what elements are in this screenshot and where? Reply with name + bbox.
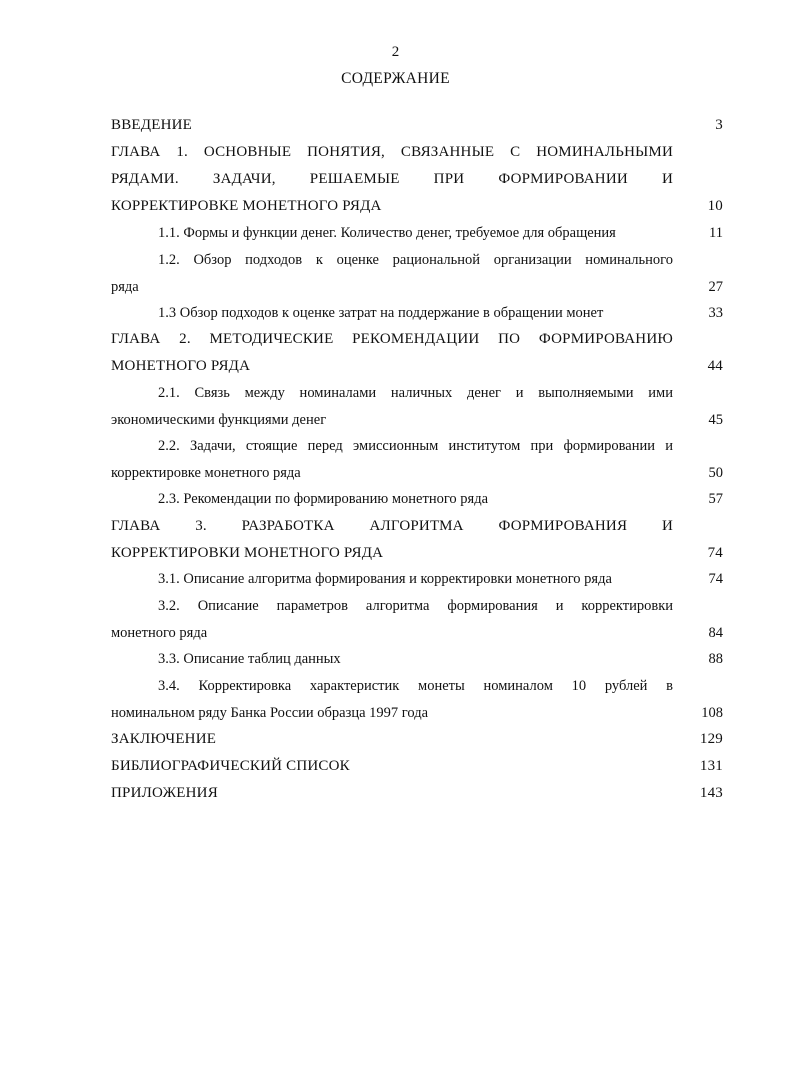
toc-entry-section-3-2: [111, 593, 723, 647]
toc-entry-text: 3.1. Описание алгоритма формирования и корректировки монетного ряда: [158, 571, 612, 587]
toc-entry-text: ВВЕДЕНИЕ: [111, 117, 192, 133]
toc-title: СОДЕРЖАНИЕ: [341, 70, 450, 87]
toc-entry-text: КОРРЕКТИРОВКИ МОНЕТНОГО РЯДА: [111, 545, 384, 561]
toc-page-number: 84: [708, 625, 723, 641]
toc-entry-text: 1.2. Обзор подходов к оценке рациональной организации номинального: [158, 252, 673, 268]
toc-entry-section-2-3: [111, 486, 723, 513]
toc-entry-chapter-2: [111, 326, 723, 380]
toc-entry-section-1-3: [111, 300, 723, 327]
toc-entry-text: 2.2. Задачи, стоящие перед эмиссионным институтом при формировании и: [158, 438, 673, 454]
toc-entry-section-2-2: [111, 433, 723, 487]
toc-page-number: 50: [708, 465, 723, 481]
toc-entry-conclusion: [111, 726, 723, 753]
toc-entry-section-3-1: [111, 566, 723, 593]
toc-page-number: 44: [707, 358, 723, 374]
toc-entry-text: 2.1. Связь между номиналами наличных денег и выполняемыми ими: [158, 385, 673, 401]
toc-entry-section-1-1: [111, 220, 723, 247]
toc-entry-text: РЯДАМИ. ЗАДАЧИ, РЕШАЕМЫЕ ПРИ ФОРМИРОВАНИИ И: [111, 171, 673, 187]
toc-page-number: 131: [699, 758, 723, 774]
toc-entry-section-1-2: [111, 247, 723, 301]
toc-entry-text: ГЛАВА 1. ОСНОВНЫЕ ПОНЯТИЯ, СВЯЗАННЫЕ С НОМИНАЛЬНЫМИ: [111, 144, 673, 160]
toc-entry-chapter-1: [111, 139, 723, 220]
toc-entry-text: ГЛАВА 2. МЕТОДИЧЕСКИЕ РЕКОМЕНДАЦИИ ПО ФОРМИРОВАНИЮ: [111, 331, 673, 347]
toc-page-number: 27: [708, 279, 723, 295]
toc-entry-text: корректировке монетного ряда: [111, 465, 301, 481]
toc-entry-text: 3.2. Описание параметров алгоритма формирования и корректировки: [158, 598, 673, 614]
toc-page-number: 45: [708, 412, 723, 428]
toc-entry-text: БИБЛИОГРАФИЧЕСКИЙ СПИСОК: [111, 758, 350, 774]
toc-entry-text: КОРРЕКТИРОВКЕ МОНЕТНОГО РЯДА: [111, 198, 382, 214]
toc-entry-section-3-4: [111, 673, 723, 727]
toc-page-number: 57: [708, 491, 723, 507]
toc-entry-text: 1.1. Формы и функции денег. Количество денег, требуемое для обращения: [158, 225, 616, 241]
toc-entry-section-2-1: [111, 380, 723, 434]
toc-page-number: 129: [699, 731, 723, 747]
toc-entry-text: экономическими функциями денег: [111, 412, 327, 428]
toc-entry-introduction: [111, 112, 723, 139]
toc-page-number: 10: [707, 198, 723, 214]
toc-page-number: 108: [701, 705, 723, 721]
toc-page-number: 74: [708, 571, 723, 587]
toc-page-number: 33: [708, 305, 723, 321]
toc-page-number: 11: [709, 225, 723, 241]
toc-page-number: 3: [715, 117, 723, 133]
page-number: 2: [391, 44, 400, 60]
toc-entry-text: 1.3 Обзор подходов к оценке затрат на поддержание в обращении монет: [158, 305, 604, 321]
toc-entry-text: монетного ряда: [111, 625, 208, 641]
toc-page-number: 88: [708, 651, 723, 667]
toc-entry-text: 3.3. Описание таблиц данных: [158, 651, 341, 667]
toc-entry-section-3-3: [111, 646, 723, 673]
toc-entry-text: ГЛАВА 3. РАЗРАБОТКА АЛГОРИТМА ФОРМИРОВАНИЯ И: [111, 518, 673, 534]
toc-entry-text: МОНЕТНОГО РЯДА: [111, 358, 251, 374]
toc-entry-text: ЗАКЛЮЧЕНИЕ: [111, 731, 217, 747]
toc-entry-chapter-3: [111, 513, 723, 567]
toc-entry-text: 2.3. Рекомендации по формированию монетного ряда: [158, 491, 489, 507]
toc-entry-text: 3.4. Корректировка характеристик монеты номиналом 10 рублей в: [158, 678, 673, 694]
toc-entry-text: номинальном ряду Банка России образца 1997 года: [111, 705, 429, 721]
toc-page-number: 74: [707, 545, 723, 561]
toc-entry-appendices: [111, 780, 723, 807]
toc-entry-bibliography: [111, 753, 723, 780]
toc-entry-text: ряда: [111, 279, 139, 295]
toc-page-number: 143: [699, 785, 723, 801]
toc-entry-text: ПРИЛОЖЕНИЯ: [111, 785, 218, 801]
